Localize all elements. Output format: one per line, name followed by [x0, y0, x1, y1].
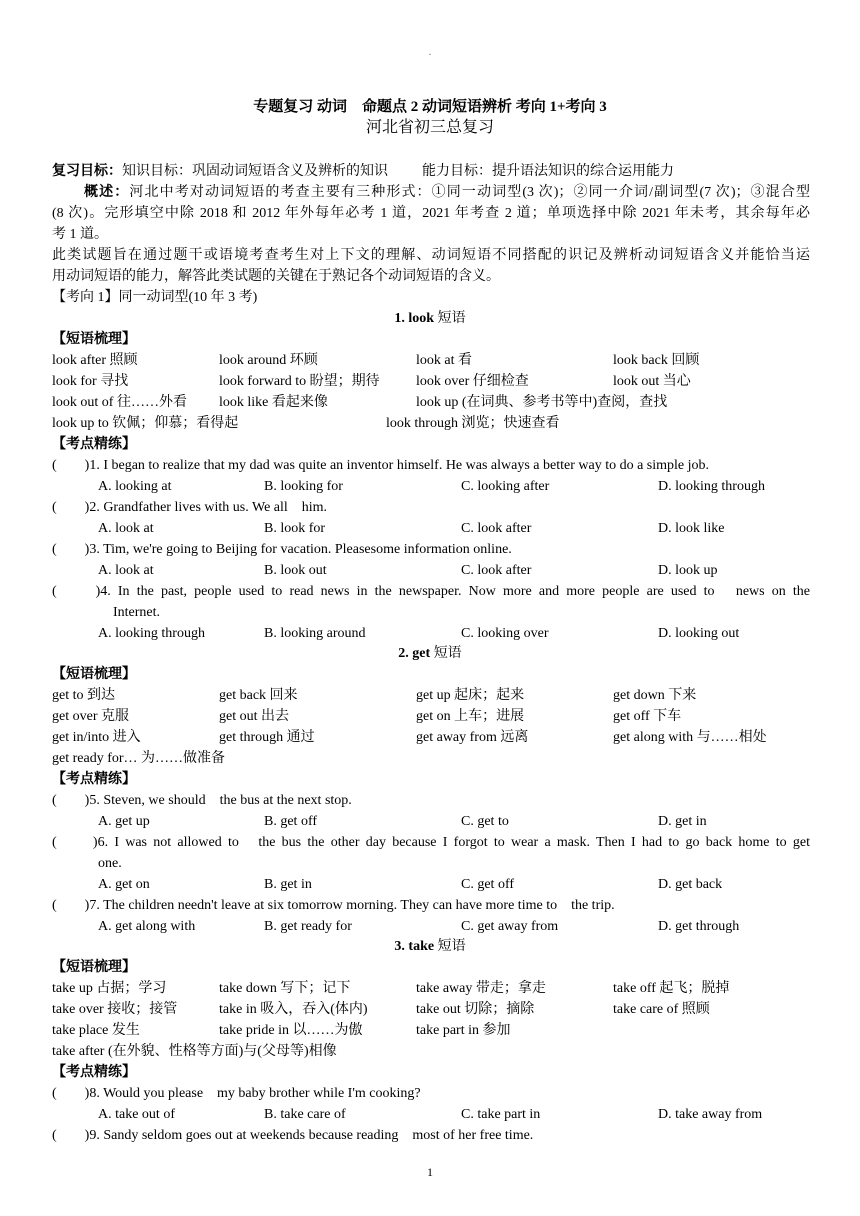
option: C. get away from	[461, 919, 559, 934]
take-heading-bold: 3. take	[394, 939, 435, 954]
phrase-item: look for 寻找	[52, 374, 129, 389]
take-heading	[0, 938, 860, 956]
option: B. take care of	[264, 1107, 346, 1122]
phrase-item: look up to 钦佩；仰慕；看得起	[52, 416, 239, 431]
option: B. looking around	[264, 626, 366, 641]
option: C. looking after	[461, 479, 550, 494]
phrase-item: look around 环顾	[219, 353, 318, 368]
goals-ability: 能力目标：提升语法知识的综合运用能力	[422, 164, 674, 179]
option: D. get in	[658, 814, 707, 829]
question-3: ( )3. Tim, we're going to Beijing for vacation. Pleasesome information online.	[52, 542, 512, 557]
option: C. get off	[461, 877, 515, 892]
phrase-item: look out 当心	[613, 374, 691, 389]
option: B. get in	[264, 877, 312, 892]
overview-label: 概述：	[84, 185, 130, 200]
get-heading-bold: 2. get	[398, 646, 431, 661]
intro-line-2: 用动词短语的能力，解答此类试题的关键在于熟记各个动词短语的含义。	[52, 269, 500, 284]
phrase-item: get ready for… 为……做准备	[52, 751, 226, 766]
look-heading-bold: 1. look	[394, 311, 435, 326]
goals-label: 复习目标：	[52, 164, 122, 179]
option: B. looking for	[264, 479, 343, 494]
option: D. take away from	[658, 1107, 763, 1122]
phrase-item: get off 下车	[613, 709, 682, 724]
option: A. get up	[98, 814, 150, 829]
phrase-item: take pride in 以……为傲	[219, 1023, 363, 1038]
take-phrases-label: 【短语梳理】	[52, 960, 136, 975]
option: D. looking through	[658, 479, 765, 494]
page-title: 专题复习 动词 命题点 2 动词短语辨析 考向 1+考向 3	[253, 99, 607, 115]
phrase-item: take away 带走；拿走	[416, 981, 546, 996]
phrase-item: take off 起飞；脱掉	[613, 981, 730, 996]
look-heading	[0, 310, 860, 328]
phrase-item: take care of 照顾	[613, 1002, 710, 1017]
option: A. look at	[98, 563, 154, 578]
phrase-item: get down 下来	[613, 688, 697, 703]
option: C. look after	[461, 521, 532, 536]
question-6-cont: one.	[98, 856, 122, 871]
kaoxiang-1-heading: 【考向 1】同一动词型(10 年 3 考)	[52, 290, 258, 305]
question-2: ( )2. Grandfather lives with us. We all him.	[52, 500, 328, 515]
phrase-item: take place 发生	[52, 1023, 140, 1038]
phrase-item: get along with 与……相处	[613, 730, 767, 745]
option: D. look up	[658, 563, 718, 578]
phrase-item: get out 出去	[219, 709, 289, 724]
phrase-item: take over 接收；接管	[52, 1002, 178, 1017]
option: D. get back	[658, 877, 723, 892]
phrase-item: get on 上车；进展	[416, 709, 525, 724]
phrase-item: take down 写下；记下	[219, 981, 351, 996]
take-practice-label: 【考点精练】	[52, 1065, 136, 1080]
overview-line-3: 考 1 道。	[52, 227, 108, 242]
option: C. look after	[461, 563, 532, 578]
phrase-item: get over 克服	[52, 709, 129, 724]
page-number: 1	[427, 1165, 433, 1179]
review-goals	[52, 163, 674, 181]
get-heading-rest: 短语	[430, 646, 462, 661]
phrase-item: get back 回来	[219, 688, 298, 703]
option: D. get through	[658, 919, 740, 934]
phrase-item: look back 回顾	[613, 353, 700, 368]
option: C. take part in	[461, 1107, 541, 1122]
phrase-item: look like 看起来像	[219, 395, 328, 410]
option: A. take out of	[98, 1107, 175, 1122]
phrase-item: take after (在外貌、性格等方面)与(父母等)相像	[52, 1044, 337, 1059]
phrase-item: look through 浏览；快速查看	[386, 416, 560, 431]
intro-line-1: 此类试题旨在通过题干或语境考查考生对上下文的理解、动词短语不同搭配的识记及辨析动词短语含义并能恰当运	[52, 248, 810, 263]
question-8: ( )8. Would you please my baby brother while I'm cooking?	[52, 1086, 421, 1101]
phrase-item: get through 通过	[219, 730, 315, 745]
look-heading-rest: 短语	[434, 311, 466, 326]
option: B. get off	[264, 814, 318, 829]
option: A. look at	[98, 521, 154, 536]
question-4-cont: Internet.	[113, 605, 161, 620]
get-practice-label: 【考点精练】	[52, 772, 136, 787]
question-6: ( )6. I was not allowed to the bus the other day because I forgot to wear a mask. Then I had to go back home to get	[52, 835, 810, 850]
phrase-item: look forward to 盼望；期待	[219, 374, 380, 389]
phrase-item: look up (在词典、参考书等中)查阅，查找	[416, 395, 668, 410]
look-phrases-label: 【短语梳理】	[52, 332, 136, 347]
look-practice-label: 【考点精练】	[52, 437, 136, 452]
phrase-item: look after 照顾	[52, 353, 138, 368]
question-1: ( )1. I began to realize that my dad was quite an inventor himself. He was always a better way to do a simple job.	[52, 458, 710, 473]
option: C. looking over	[461, 626, 549, 641]
option: C. get to	[461, 814, 509, 829]
phrase-item: look at 看	[416, 353, 472, 368]
option: A. looking at	[98, 479, 172, 494]
phrase-item: take in 吸入，吞入(体内)	[219, 1002, 368, 1017]
question-5: ( )5. Steven, we should the bus at the next stop.	[52, 793, 352, 808]
phrase-item: get in/into 进入	[52, 730, 141, 745]
question-7: ( )7. The children needn't leave at six tomorrow morning. They can have more time to the trip.	[52, 898, 615, 913]
option: B. get ready for	[264, 919, 352, 934]
phrase-item: take up 占据；学习	[52, 981, 167, 996]
option: B. look out	[264, 563, 327, 578]
option: A. get on	[98, 877, 150, 892]
page-subtitle: 河北省初三总复习	[365, 119, 494, 136]
phrase-item: look over 仔细检查	[416, 374, 529, 389]
phrase-item: take part in 参加	[416, 1023, 511, 1038]
phrase-item: get away from 远离	[416, 730, 529, 745]
question-4: ( )4. In the past, people used to read news in the newspaper. Now more and more people are used to news on the	[52, 584, 810, 599]
overview-line-2: (8 次)。完形填空中除 2018 和 2012 年外每年必考 1 道，2021 年考查 2 道；单项选择中除 2021 年未考，其余每年必	[52, 206, 810, 221]
option: D. look like	[658, 521, 725, 536]
option: D. looking out	[658, 626, 740, 641]
header-dot: .	[428, 47, 432, 58]
overview-text-1: 河北中考对动词短语的考查主要有三种形式：①同一动词型(3 次)；②同一介词/副词型(7 次)；③混合型	[129, 185, 810, 200]
option: A. get along with	[98, 919, 196, 934]
option: A. looking through	[98, 626, 205, 641]
take-heading-rest: 短语	[434, 939, 466, 954]
phrase-item: get to 到达	[52, 688, 115, 703]
get-heading	[0, 645, 860, 663]
goals-knowledge: 知识目标：巩固动词短语含义及辨析的知识	[122, 164, 388, 179]
option: B. look for	[264, 521, 326, 536]
phrase-item: get up 起床；起来	[416, 688, 525, 703]
get-phrases-label: 【短语梳理】	[52, 667, 136, 682]
question-9: ( )9. Sandy seldom goes out at weekends because reading most of her free time.	[52, 1128, 534, 1143]
overview-line-1	[84, 184, 810, 202]
phrase-item: take out 切除；摘除	[416, 1002, 535, 1017]
phrase-item: look out of 往……外看	[52, 395, 187, 410]
